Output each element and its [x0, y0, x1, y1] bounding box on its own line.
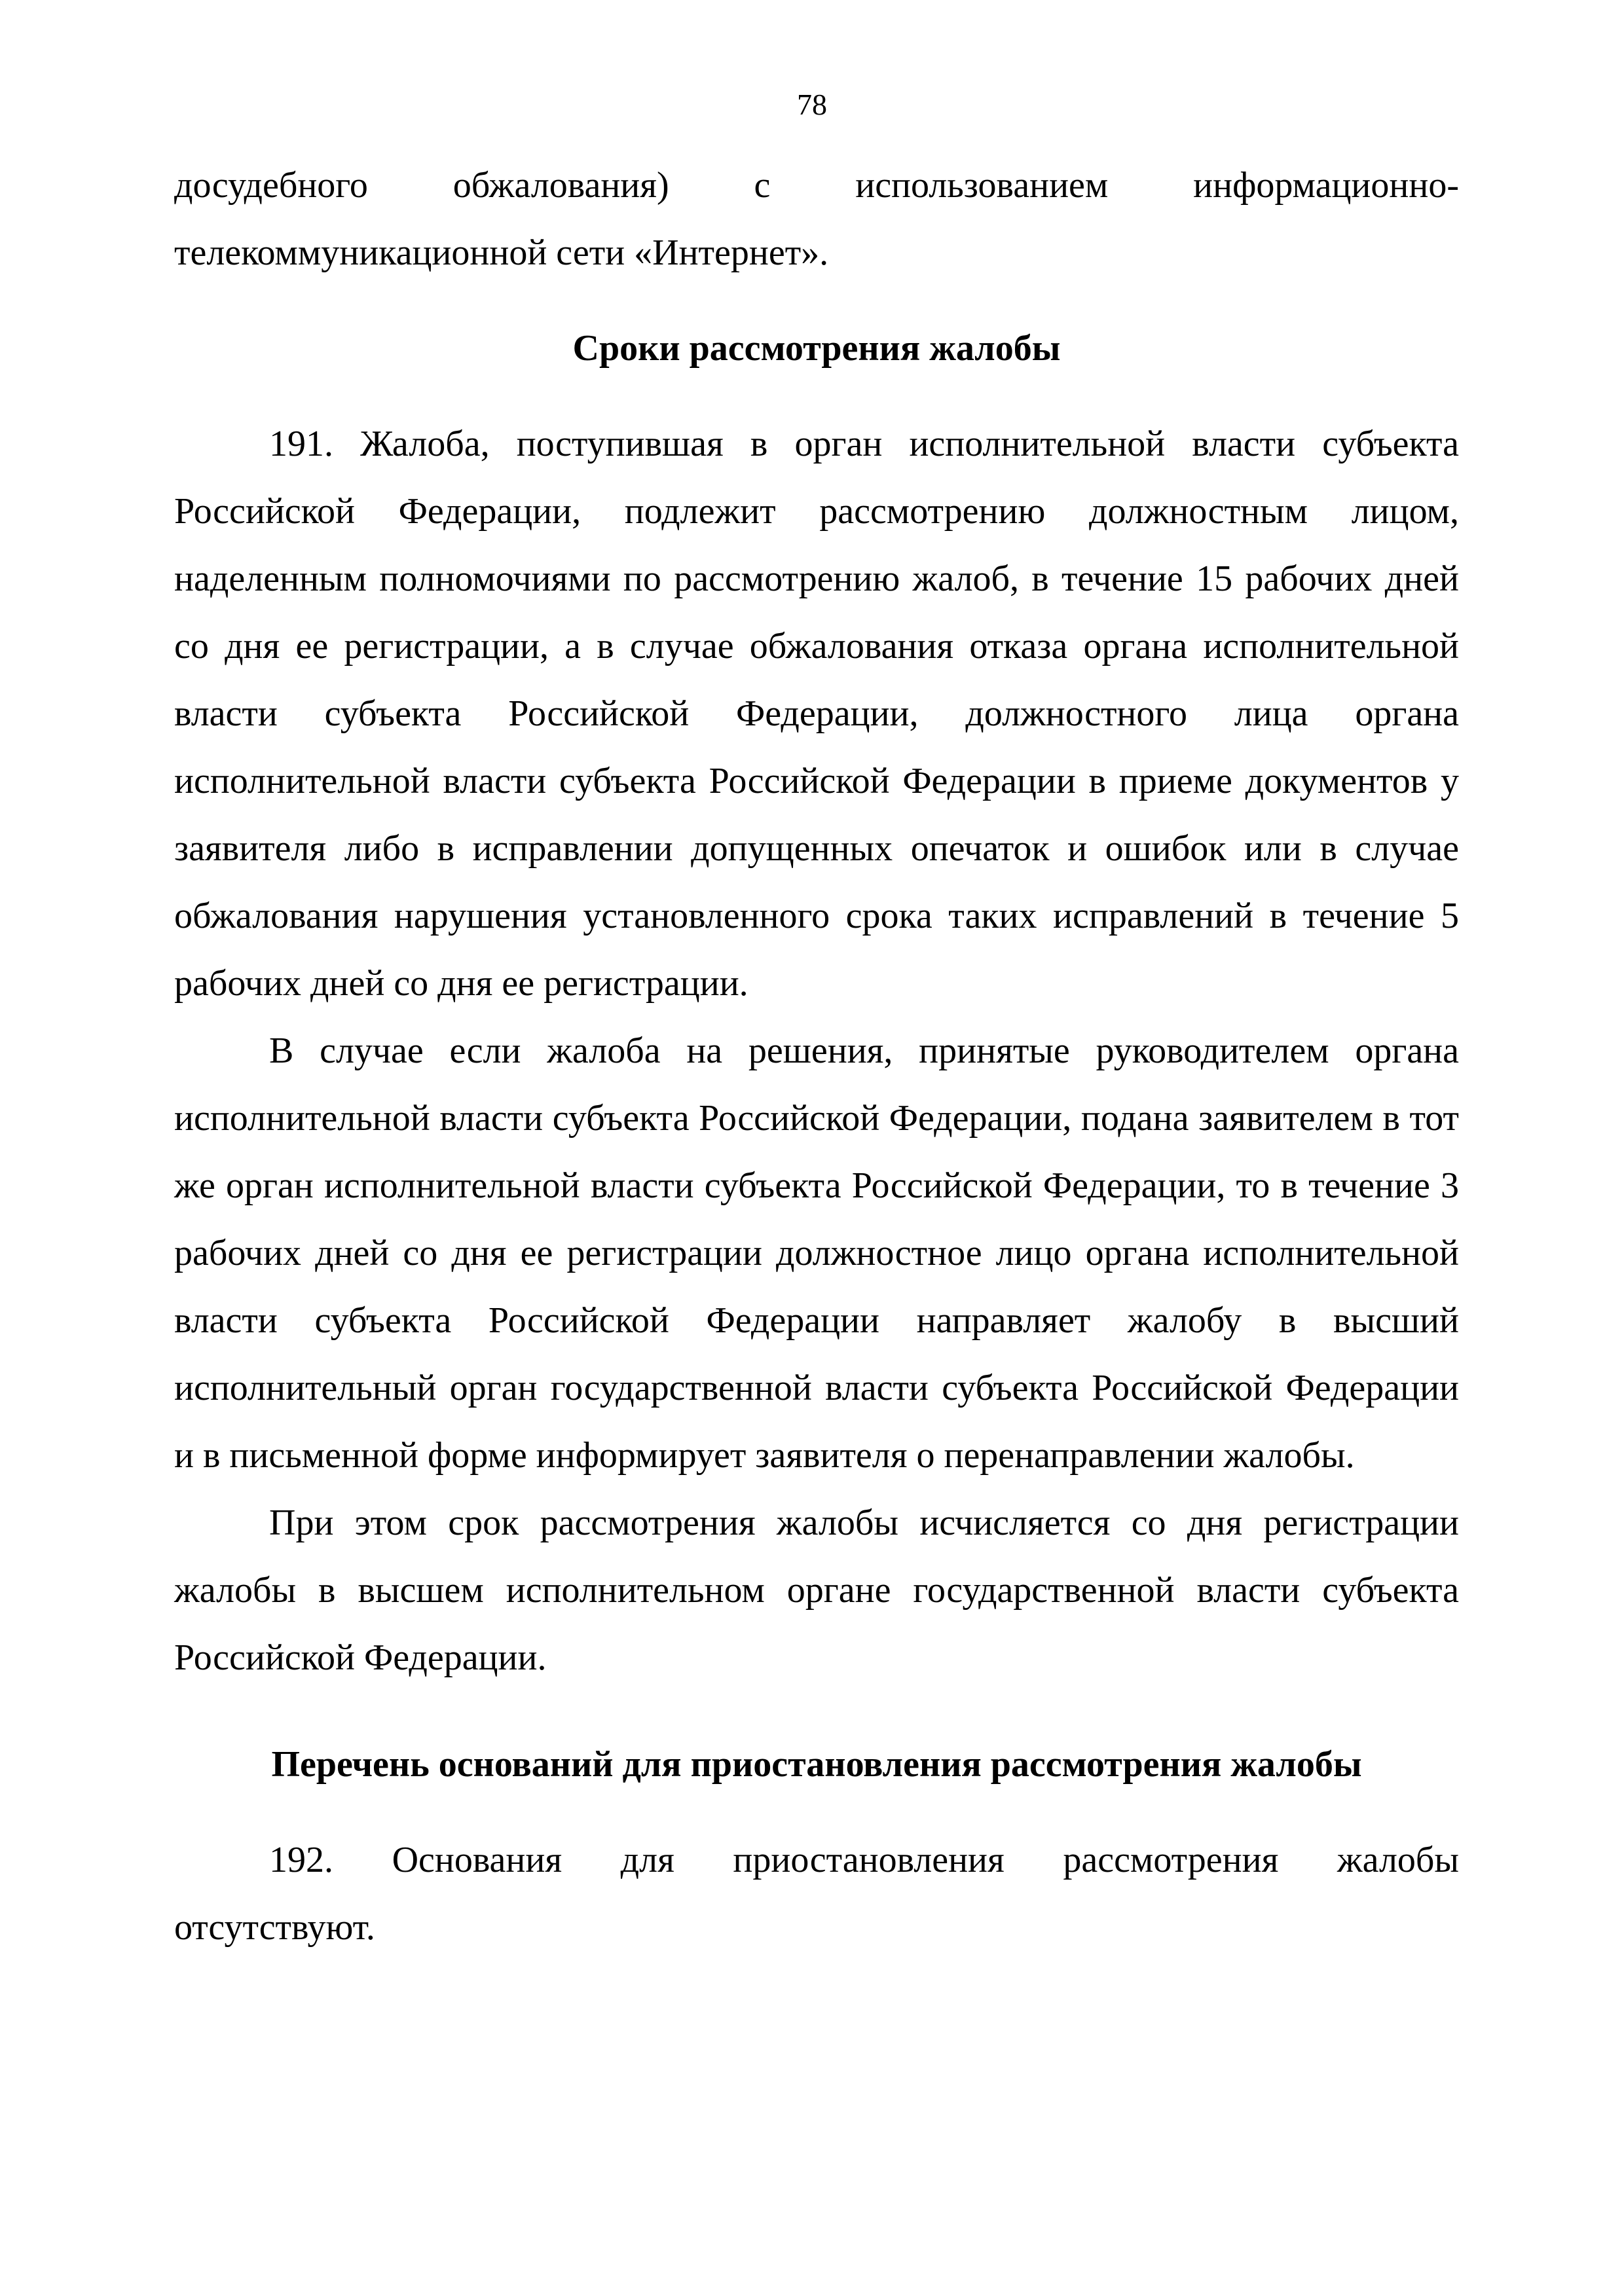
paragraph-redirect: В случае если жалоба на решения, принятые руководителем органа исполнительной власти субъекта Российской Федерации, подана заявителем в тот же орган исполнительной власти субъекта Российской Федерации, то в течение 3 рабочих дней со дня ее регистрации должностное лицо органа исполнительной власти субъекта Российской Федерации направляет жалобу в высший исполнительный орган государственной власти субъекта Российской Федерации и в письменной форме информирует заявителя о перенаправлении жалобы. [174, 1030, 1459, 1476]
page-number: 78 [797, 88, 827, 121]
paragraph-192-line-2: отсутствуют. [174, 1907, 375, 1948]
document-body [174, 152, 1459, 1961]
paragraph-192 [174, 1827, 1459, 1961]
paragraph-term-calculation: При этом срок рассмотрения жалобы исчисляется со дня регистрации жалобы в высшем исполнительном органе государственной власти субъекта Российской Федерации. [174, 1503, 1459, 1678]
paragraph-191: 191. Жалоба, поступившая в орган исполнительной власти субъекта Российской Федерации, подлежит рассмотрению должностным лицом, наделенным полномочиями по рассмотрению жалоб, в течение 15 рабочих дней со дня ее регистрации, а в случае обжалования отказа органа исполнительной власти субъекта Российской Федерации, должностного лица органа исполнительной власти субъекта Российской Федерации в приеме документов у заявителя либо в исправлении допущенных опечаток и ошибок или в случае обжалования нарушения установленного срока таких исправлений в течение 5 рабочих дней со дня ее регистрации. [174, 424, 1459, 1004]
section-heading-suspension-grounds: Перечень оснований для приостановления рассмотрения жалобы [271, 1744, 1362, 1785]
paragraph-192-line-1: 192. Основания для приостановления рассмотрения жалобы [269, 1840, 1459, 1880]
top-fragment-paragraph [174, 152, 1459, 287]
top-fragment-line-1: досудебного обжалования) с использованием информационно- [174, 165, 1459, 206]
top-fragment-line-2: телекоммуникационной сети «Интернет». [174, 232, 829, 273]
section-heading-review-terms: Сроки рассмотрения жалобы [572, 328, 1061, 369]
